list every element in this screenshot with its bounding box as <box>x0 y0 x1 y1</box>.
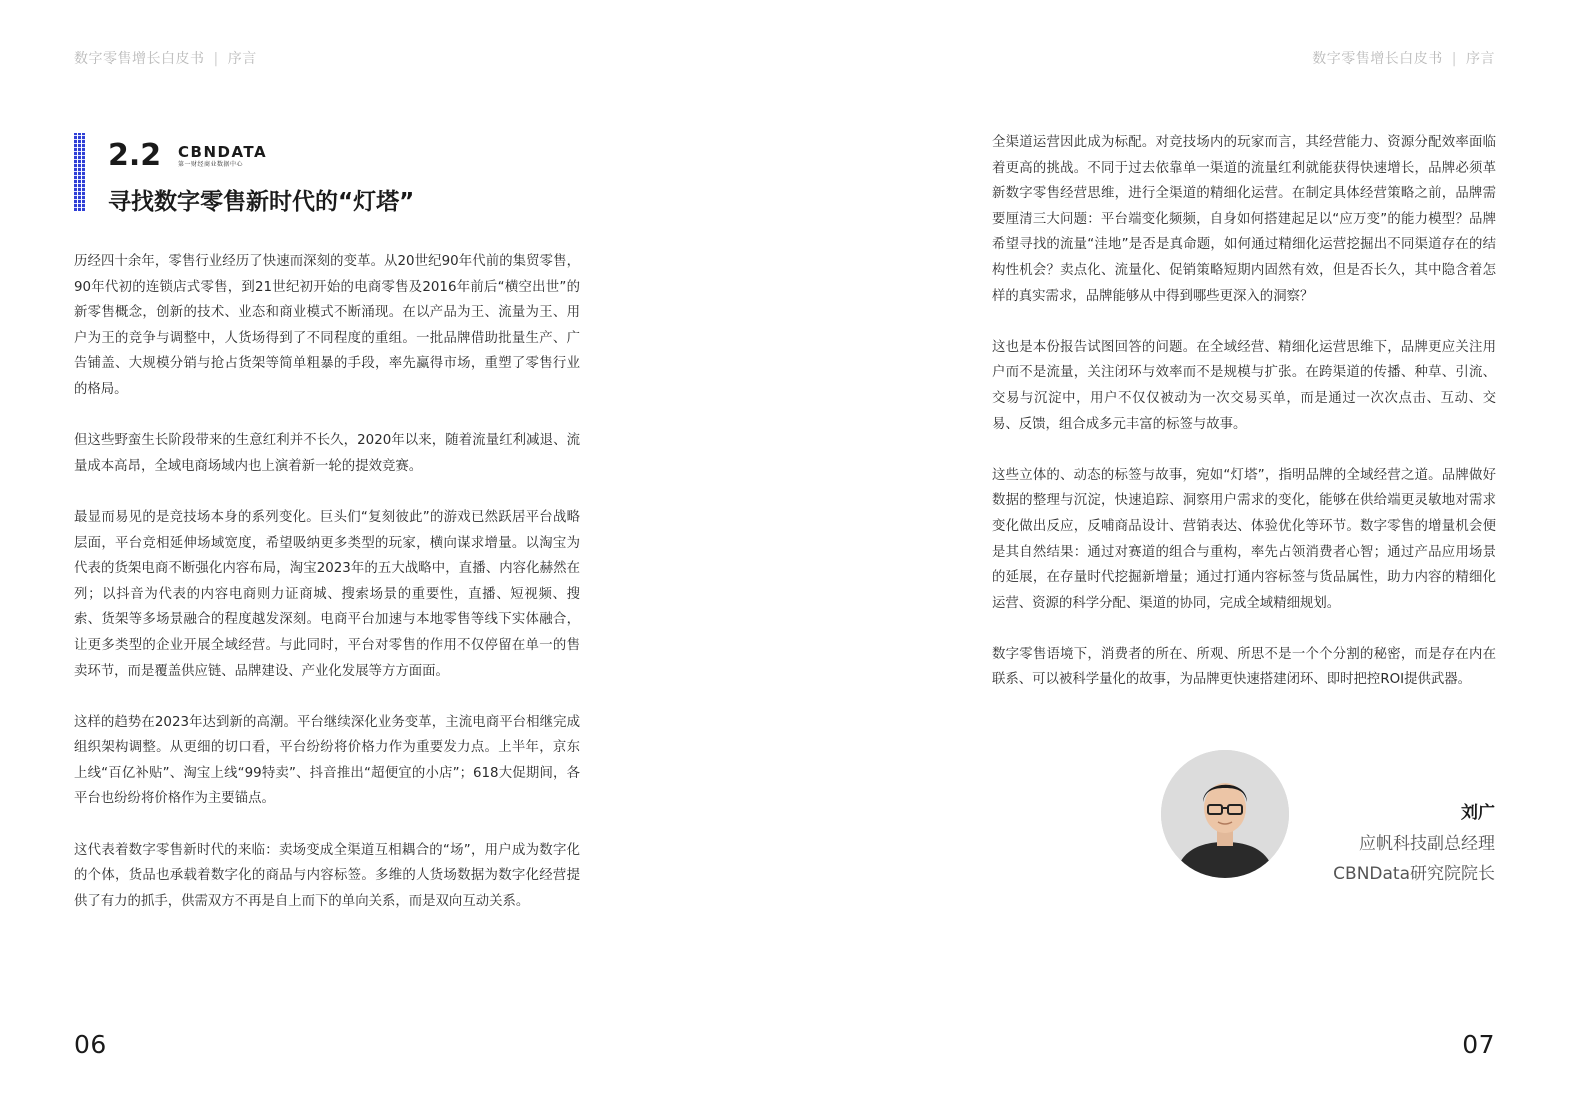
page-number-right: 07 <box>1462 1030 1495 1059</box>
paragraph: 但这些野蛮生长阶段带来的生意红利并不长久，2020年以来，随着流量红利减退、流量成本高昂，全域电商场域内也上演着新一轮的提效竞赛。 <box>74 433 580 474</box>
paragraph: 这样的趋势在2023年达到新的高潮。平台继续深化业务变革，主流电商平台相继完成组织架构调整。从更细的切口看，平台纷纷将价格力作为重要发力点。上半年，京东上线“百亿补贴”、淘宝上线“99特卖”、抖音推出“超便宜的小店”；618大促期间，各平台也纷纷将价格作为主要锚点。 <box>74 714 580 807</box>
left-body-text <box>74 249 580 940</box>
running-header-left <box>74 48 257 68</box>
paragraph: 数字零售语境下，消费者的所在、所观、所思不是一个个分割的秘密，而是存在内在联系、可以被科学量化的故事，为品牌更快速搭建闭环、即时把控ROI提供武器。 <box>992 646 1496 688</box>
right-page <box>794 0 1587 1115</box>
section-title: 寻找数字零售新时代的“灯塔” <box>108 189 415 215</box>
header-separator: | <box>1451 51 1457 67</box>
cbndata-logo <box>178 143 268 172</box>
author-avatar <box>1161 750 1289 878</box>
author-name: 刘广 <box>1461 803 1495 823</box>
section-number: 2.2 <box>108 138 162 173</box>
paragraph: 这些立体的、动态的标签与故事，宛如“灯塔”，指明品牌的全域经营之道。品牌做好数据的整理与沉淀，快速追踪、洞察用户需求的变化，能够在供给端更灵敏地对需求变化做出反应，反哺商品设计、营销表达、体验优化等环节。数字零售的增量机会便是其自然结果：通过对赛道的组合与重构，率先占领消费者心智；通过产品应用场景的延展，在存量时代挖掘新增量；通过打通内容标签与货品属性，助力内容的精细化运营、资源的科学分配、渠道的协同，完成全域精细规划。 <box>992 467 1496 611</box>
author-org-title: CBNData研究院院长 <box>1333 864 1495 884</box>
header-separator: | <box>213 51 219 67</box>
page-number-left: 06 <box>74 1030 107 1059</box>
header-section: 序言 <box>1466 51 1495 67</box>
logo-name: CBNDATA <box>178 143 268 161</box>
running-header-right <box>1312 48 1495 68</box>
author-title: 应帆科技副总经理 <box>1359 834 1495 854</box>
right-body-text <box>992 130 1496 719</box>
paragraph: 这代表着数字零售新时代的来临：卖场变成全渠道互相耦合的“场”，用户成为数字化的个体，货品也承载着数字化的商品与内容标签。多维的人货场数据为数字化经营提供了有力的抓手，供需双方不再是自上而下的单向关系，而是双向互动关系。 <box>74 842 580 909</box>
header-section: 序言 <box>227 51 257 67</box>
left-page <box>0 0 793 1115</box>
pixel-accent-bar <box>74 133 86 211</box>
paragraph: 最显而易见的是竞技场本身的系列变化。巨头们“复刻彼此”的游戏已然跃居平台战略层面，平台竞相延伸场域宽度，希望吸纳更多类型的玩家，横向谋求增量。以淘宝为代表的货架电商不断强化内容布局，淘宝2023年的五大战略中，直播、内容化赫然在列；以抖音为代表的内容电商则力证商城、搜索场景的重要性，直播、短视频、搜索、货架等多场景融合的程度越发深刻。电商平台加速与本地零售等线下实体融合，让更多类型的企业开展全域经营。与此同时，平台对零售的作用不仅停留在单一的售卖环节，而是覆盖供应链、品牌建设、产业化发展等方方面面。 <box>74 509 580 679</box>
header-title: 数字零售增长白皮书 <box>1312 51 1443 67</box>
paragraph: 历经四十余年，零售行业经历了快速而深刻的变革。从20世纪90年代前的集贸零售，90年代初的连锁店式零售，到21世纪初开始的电商零售及2016年前后“横空出世”的新零售概念，创新的技术、业态和商业模式不断涌现。在以产品为王、流量为王、用户为王的竞争与调整中，人货场得到了不同程度的重组。一批品牌借助批量生产、广告铺盖、大规模分销与抢占货架等简单粗暴的手段，率先赢得市场，重塑了零售行业的格局。 <box>74 254 580 397</box>
paragraph: 全渠道运营因此成为标配。对竞技场内的玩家而言，其经营能力、资源分配效率面临着更高的挑战。不同于过去依靠单一渠道的流量红利就能获得快速增长，品牌必须革新数字零售经营思维，进行全渠道的精细化运营。在制定具体经营策略之前，品牌需要厘清三大问题：平台端变化频频，自身如何搭建起足以“应万变”的能力模型？品牌希望寻找的流量“洼地”是否是真命题，如何通过精细化运营挖掘出不同渠道存在的结构性机会？卖点化、流量化、促销策略短期内固然有效，但是否长久，其中隐含着怎样的真实需求，品牌能够从中得到哪些更深入的洞察？ <box>992 135 1496 304</box>
paragraph: 这也是本份报告试图回答的问题。在全域经营、精细化运营思维下，品牌更应关注用户而不是流量，关注闭环与效率而不是规模与扩张。在跨渠道的传播、种草、引流、交易与沉淀中，用户不仅仅被动为一次交易买单，而是通过一次次点击、互动、交易、反馈，组合成多元丰富的标签与故事。 <box>992 339 1496 432</box>
logo-subtitle: 第一财经商业数据中心 <box>178 161 244 168</box>
header-title: 数字零售增长白皮书 <box>74 51 205 67</box>
